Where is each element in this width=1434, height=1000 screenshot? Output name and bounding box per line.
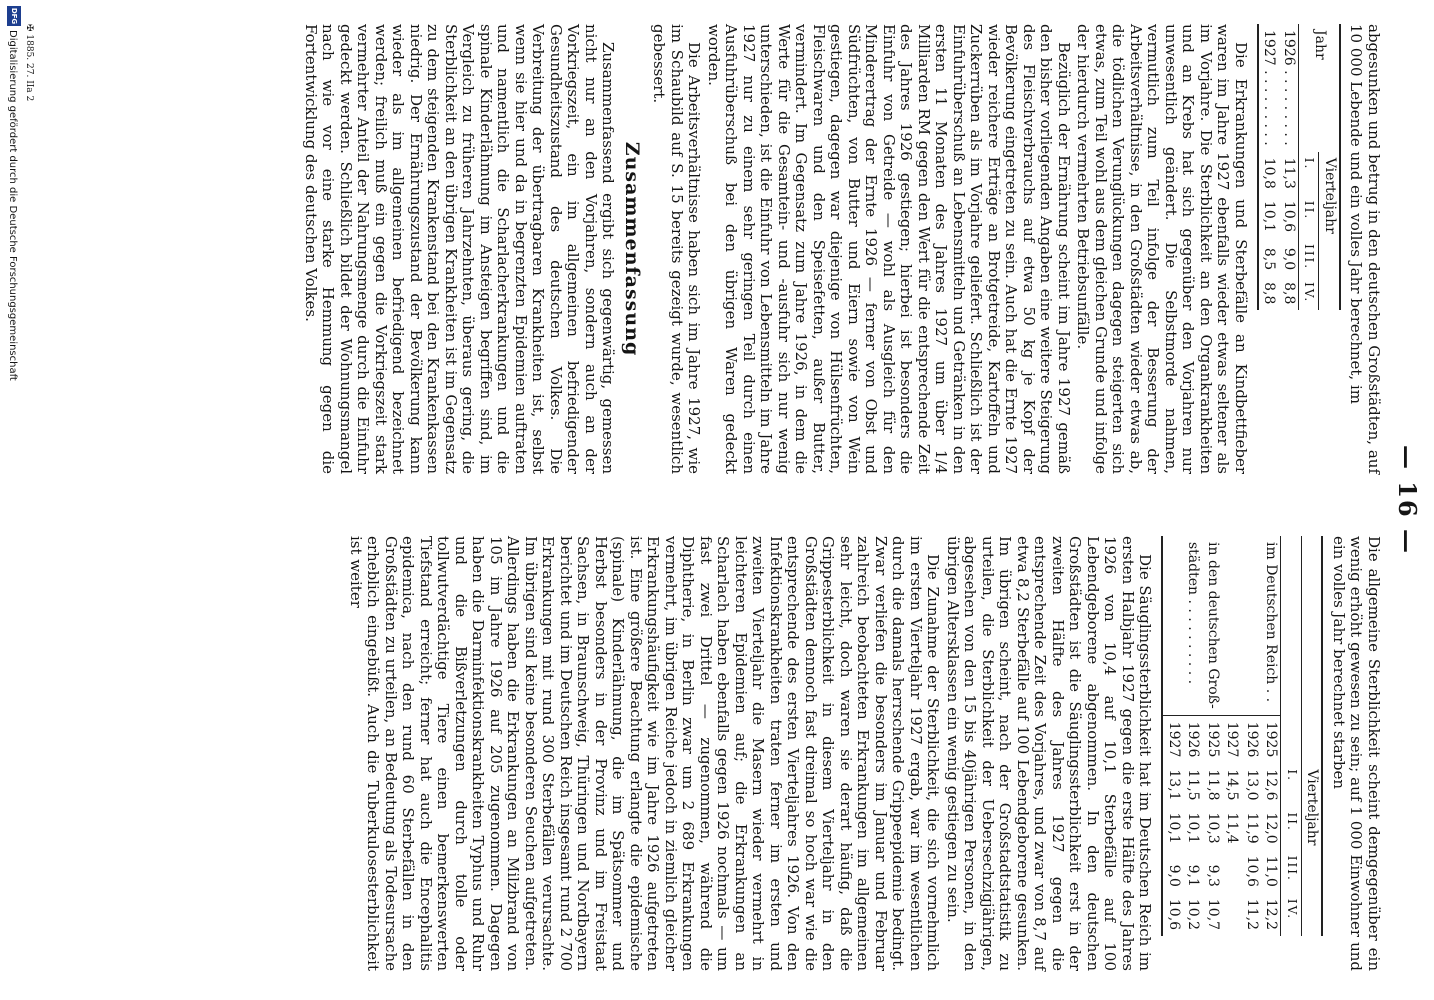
region-label: in den deutschen Groß- — [1205, 542, 1221, 709]
tuberculosis-table — [1257, 24, 1341, 310]
value-cell: 9,0 — [1163, 850, 1184, 893]
left-intro: Die allgemeine Sterblichkeit scheint demgegenüber ein wenig erhöht gewesen zu sein; auf 1 000 Einwohner und ein volles Jahr berechnet starben — [1330, 536, 1383, 971]
value-cell: 9,1 — [1185, 864, 1202, 887]
region-label: städten . . . . . . . . . . — [1185, 542, 1202, 685]
value-cell — [1222, 850, 1242, 893]
value-cell: 11,5 — [1185, 769, 1202, 801]
paragraph: Die Erkrankungen und Sterbefälle an Kindbettfieber waren im Jahre 1927 ebenfalls wieder etwas seltener als im Vorjahre. Die Sterblichkeit an den Organkrankheiten und an Krebs hat sich gegenüber den Vorjahren nur unwesentlich geändert. Die Selbstmorde nahmen, vermutlich zum Teil infolge der Besserung der Arbeitsverhältnisse, in den Großstädten wieder etwas ab, die tödlichen Verunglückungen dagegen steigerten sich etwas, zum Teil wohl aus dem gleichen Grunde und infolge der hierdurch vermehrten Betriebsunfälle. — [1074, 24, 1250, 474]
table-row — [1222, 536, 1242, 936]
value-cell: 9,3 — [1205, 864, 1221, 887]
paragraph: Bezüglich der Ernährung scheint im Jahre 1927 gemäß den bisher vorliegenden Angaben eine weitere Steigerung des Fleischverbrauchs auf etwa 50 kg je Kopf der Bevölkerung eingetreten zu sein. Auch hat die Ernte 1927 wieder reichere Erträge an Brotgetreide, Kartoffeln und Zuckerrüben als im Vorjahre geliefert. Schließlich ist der Einfuhrüberschuß an Lebensmitteln und Getränken in den ersten 11 Monaten des Jahres 1927 um über 1/4 Milliarden RM gegen den Wert für die entsprechende Zeit des Jahres 1926 gestiegen; hierbei ist besonders die Einfuhr von Getreide — wohl als Ausgleich für den Minderertrag der Ernte 1926 — ferner von Obst und Südfrüchten, von Butter und Eiern sowie von Wein gestiegen, dagegen war diejenige von Hülsenfrüchten, Fleischwaren und den Speisefetten, außer Butter, vermindert. Im Gegensatz zum Jahre 1926, in dem die Werte für die Gesamtein- und -ausfuhr sich nur wenig unterschieden, ist die Einfuhr von Lebensmitteln im Jahre 1927 nur zu einem sehr geringen Teil durch einen Ausfuhrüberschuß bei den übrigen Waren gedeckt worden. — [705, 24, 1073, 474]
quarter-header: II. — [1281, 807, 1302, 850]
dfg-badge-text: DFG — [10, 7, 18, 25]
right-intro: abgesunken und betrug in den deutschen Großstädten, auf 10 000 Lebende und ein volles Jahr berechnet, im — [1347, 24, 1383, 474]
table-row — [1242, 536, 1262, 936]
mortality-table-group-header: Vierteljahr — [1302, 763, 1323, 936]
value-cell: 10,3 — [1205, 812, 1221, 844]
quarter-header: II. — [1299, 195, 1320, 238]
table-row — [1279, 24, 1299, 310]
value-cell: 10,1 — [1185, 812, 1202, 844]
value-cell: 11,3 — [1281, 157, 1297, 189]
value-cell: 11,2 — [1244, 898, 1260, 931]
year-header: Jahr — [1299, 24, 1341, 152]
quarter-header: III. — [1299, 238, 1320, 276]
region-label — [1242, 536, 1262, 715]
year-cell: 1926 . . . . . . . . . — [1281, 30, 1297, 146]
quarter-header: I. — [1299, 152, 1320, 195]
dfg-logo-icon — [7, 6, 21, 26]
value-cell: 9,0 — [1281, 247, 1297, 271]
value-cell: 10,8 — [1258, 152, 1279, 195]
section-title: Zusammenfassung — [621, 141, 643, 357]
paragraph: Die Arbeitsverhältnisse haben sich im Jahre 1927, wie im Schaubild auf S. 15 bereits gezeigt wurde, wesentlich gebessert. — [650, 24, 704, 474]
table-row — [1183, 536, 1203, 936]
year-cell: 1927 — [1222, 715, 1242, 763]
value-cell: 13,0 — [1244, 769, 1260, 801]
value-cell: 14,5 — [1224, 769, 1241, 801]
quarter-header: IV. — [1281, 893, 1302, 936]
value-cell: 10,2 — [1185, 898, 1202, 931]
year-cell: 1926 — [1242, 715, 1262, 763]
print-code: ✠ 1885. 27. IIa 2 — [24, 24, 34, 102]
value-cell: 12,6 — [1263, 769, 1280, 801]
mortality-table — [1162, 536, 1324, 936]
year-cell: 1926 — [1183, 715, 1203, 763]
value-cell: 8,5 — [1258, 238, 1279, 276]
quarter-header: III. — [1281, 850, 1302, 893]
digitization-note: Digitalisierung gefördert durch die Deutsche Forschungsgemeinschaft — [7, 30, 18, 381]
year-cell: 1925 — [1261, 715, 1281, 763]
value-cell — [1222, 893, 1242, 936]
page-number: — 16 — — [1393, 444, 1422, 556]
table-row — [1163, 536, 1184, 936]
table-row — [1258, 24, 1279, 310]
value-cell: 10,1 — [1163, 807, 1184, 850]
value-cell: 10,7 — [1205, 898, 1221, 931]
table-row — [1261, 536, 1281, 936]
tuberculosis-table-group-header: Vierteljahr — [1319, 152, 1340, 311]
year-cell: 1927 . . . . . . . . . — [1258, 24, 1279, 152]
paragraph: Die Säuglingssterblichkeit hat im Deutschen Reich im ersten Halbjahr 1927 gegen die erste Hälfte des Jahres 1926 von 10,4 auf 10,1 Sterbefälle auf 100 Lebendgeborene abgenommen. In den deutschen Großstädten ist die Säuglingssterblichkeit erst in der zweiten Hälfte des Jahres 1927 gegen die entsprechende Zeit des Vorjahres, und zwar von 8,7 auf etwa 8,2 Sterbefälle auf 100 Lebendgeborene gesunken. Im übrigen scheint, nach der Großstadtstatistik zu urteilen, die Sterblichkeit der Uebersechzigjährigen, abgesehen von den 15 bis 40jährigen Personen, in den übrigen Altersklassen ein wenig gestiegen zu sein. — [944, 536, 1155, 971]
value-cell: 13,1 — [1163, 763, 1184, 806]
year-cell: 1927 — [1163, 715, 1184, 763]
table-row — [1203, 536, 1223, 936]
right-column — [300, 24, 1383, 474]
region-label — [1163, 536, 1184, 715]
value-cell: 10,1 — [1258, 195, 1279, 238]
paragraph: Zusammenfassend ergibt sich gegenwärtig, gemessen nicht nur an den Vorjahren, sondern auch an der Vorkriegszeit, ein im allgemeinen befriedigender Gesundheitszustand des deutschen Volkes. Die Verbreitung der übertragbaren Krankheiten ist, selbst wenn sie hier und da in begrenzten Epidemien auftraten und namentlich die Scharlacherkrankungen und die spinale Kinderlähmung im Ansteigen begriffen sind, im Vergleich zu früheren Jahrzehnten, überaus gering, die Sterblichkeit an den übrigen Krankheiten ist im Gegensatz zu dem steigenden Krankenstand bei den Krankenkassen niedrig. Der Ernährungszustand der Bevölkerung kann wieder als im allgemeinen befriedigend bezeichnet werden; freilich muß ein gegen die Vorkriegszeit stark vermehrter Anteil der Nahrungsmenge durch die Einfuhr gedeckt werden. Schließlich bildet der Wohnungsmangel nach wie vor eine starke Hemmung gegen die Fortentwicklung des deutschen Volkes. — [302, 24, 618, 474]
value-cell: 11,9 — [1244, 812, 1260, 844]
year-cell: 1925 — [1203, 715, 1223, 763]
quarter-header: I. — [1281, 763, 1302, 806]
paragraph: Die Zunahme der Sterblichkeit, die sich vornehmlich im ersten Vierteljahr 1927 ergab, war im wesentlichen durch die damals herrschende Grippeepidemie bedingt. Zwar verliefen die besonders im Januar und Februar zahlreich beobachteten Erkrankungen im allgemeinen sehr leicht, doch waren sie derart häufig, daß die Grippesterblichkeit in diesem Vierteljahr in den Großstädten dennoch fast dreimal so hoch war wie die entsprechende des ersten Vierteljahres 1926. Von den Infektionskrankheiten traten ferner im ersten und zweiten Vierteljahr die Masern wieder vermehrt in leichteren Epidemien auf; die Erkrankungen an Scharlach haben ebenfalls gegen 1926 nochmals — um fast zwei Drittel — zugenommen, während die Diphtherie, in Berlin zwar um 2 689 Erkrankungen vermehrt, im übrigen Reiche jedoch in ziemlich gleicher Erkrankungshäufigkeit wie im Jahre 1926 aufgetreten ist. Eine größere Beachtung erlangte die epidemische (spinale) Kinderlähmung, die im Spätsommer und Herbst besonders in der Provinz und im Freistaat Sachsen, in Braunschweig, Thüringen und Nordbayern berichtet und im Deutschen Reich insgesamt rund 2 700 Erkrankungen mit rund 300 Sterbefällen verursachte. Im übrigen sind keine besonderen Seuchen aufgetreten. Allerdings haben die Erkrankungen an Milzbrand von 105 im Jahre 1926 auf 205 zugenommen. Dagegen haben die Darminfektionskrankheiten Typhus und Ruhr und die Bißverletzungen durch tolle oder tollwutverdächtige Tiere einen bemerkenswerten Tiefstand erreicht; ferner hat auch die Encephalitis epidemica, nach den rund 60 Sterbefällen in den Großstädten zu urteilen, an Bedeutung als Todesursache erheblich eingebüßt. Auch die Tuberkulosesterblichkeit ist weiter — [347, 536, 943, 971]
left-column — [345, 536, 1383, 971]
value-cell: 12,0 — [1263, 812, 1280, 844]
value-cell: 8,8 — [1281, 282, 1297, 305]
value-cell: 11,4 — [1224, 812, 1241, 844]
quarter-header: IV. — [1299, 276, 1320, 310]
value-cell: 12,2 — [1263, 898, 1280, 931]
value-cell: 11,0 — [1263, 855, 1280, 887]
value-cell: 10,6 — [1281, 200, 1297, 233]
region-label: im Deutschen Reich . . — [1263, 542, 1280, 703]
value-cell: 11,8 — [1205, 769, 1221, 801]
value-cell: 10,6 — [1163, 893, 1184, 936]
region-label — [1222, 536, 1242, 715]
value-cell: 10,6 — [1244, 855, 1260, 887]
value-cell: 8,8 — [1258, 276, 1279, 310]
